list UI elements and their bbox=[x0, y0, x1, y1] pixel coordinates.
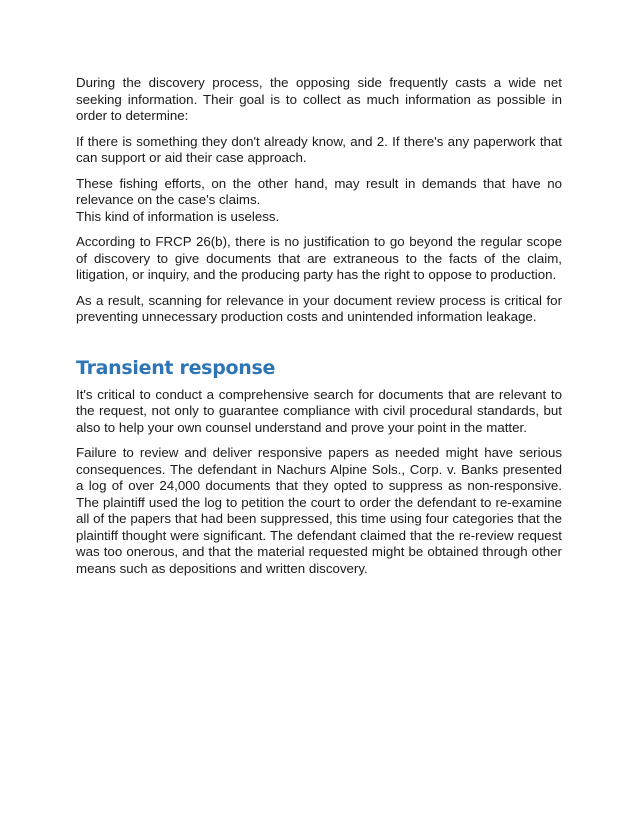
fishing-efforts-line: These fishing efforts, on the other hand, may result in demands that have no relevance on the case's claims. bbox=[76, 175, 562, 207]
section-heading-transient-response: Transient response bbox=[76, 356, 276, 379]
document-body bbox=[76, 75, 562, 586]
paragraph-discovery-intro: During the discovery process, the opposing side frequently casts a wide net seeking information. Their goal is to collect as much information as possible in order to determine: bbox=[76, 75, 562, 123]
paragraph-relevance-scanning: As a result, scanning for relevance in your document review process is critical for preventing unnecessary production costs and unintended information leakage. bbox=[76, 292, 562, 324]
paragraph-fishing-efforts bbox=[76, 176, 562, 226]
useless-information-line: This kind of information is useless. bbox=[76, 208, 280, 224]
paragraph-failure-consequences: Failure to review and deliver responsive papers as needed might have serious consequences. The defendant in Nachurs Alpine Sols., Corp. v. Banks presented a log of over 24,000 documents that they opted to suppress as non-responsive. The plaintiff used the log to petition the court to order the defendant to re-examine all of the papers that had been suppressed, this time using four categories that the plaintiff thought were significant. The defendant claimed that the re-review request was too onerous, and that the material requested might be obtained through other means such as depositions and written discovery. bbox=[76, 445, 562, 576]
paragraph-comprehensive-search: It's critical to conduct a comprehensive search for documents that are relevant to the request, not only to guarantee compliance with civil procedural standards, but also to help your own counsel understand and prove your point in the matter. bbox=[76, 386, 562, 435]
paragraph-frcp-26b: According to FRCP 26(b), there is no justification to go beyond the regular scope of discovery to give documents that are extraneous to the facts of the claim, litigation, or inquiry, and the producing party has the right to oppose to production. bbox=[76, 234, 562, 282]
paragraph-determine-points: If there is something they don't already know, and 2. If there's any paperwork that can support or aid their case approach. bbox=[76, 133, 562, 165]
